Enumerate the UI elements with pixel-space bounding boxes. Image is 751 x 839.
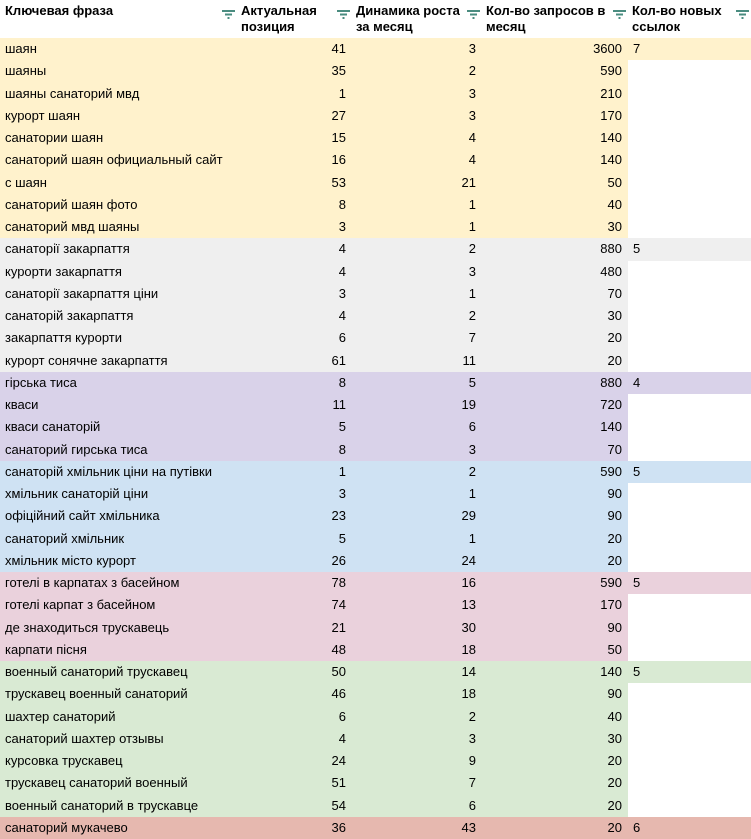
dynamics-cell[interactable]: 6 — [468, 797, 476, 813]
requests-cell[interactable]: 90 — [607, 508, 622, 524]
new-links-cell[interactable]: 6 — [628, 817, 751, 839]
position-cell[interactable]: 5 — [338, 530, 346, 546]
position-cell[interactable]: 27 — [331, 107, 346, 123]
phrase-cell[interactable]: санаторий шаян фото — [5, 196, 138, 212]
position-cell[interactable]: 4 — [338, 263, 346, 279]
phrase-cell[interactable]: кваси санаторій — [5, 419, 101, 435]
new-links-cell[interactable] — [628, 528, 751, 550]
table-row — [0, 350, 751, 372]
dynamics-cell[interactable]: 9 — [468, 753, 476, 768]
dynamics-cell[interactable]: 19 — [461, 397, 476, 412]
requests-cell[interactable]: 210 — [600, 85, 622, 101]
dynamics-cell[interactable]: 3 — [468, 263, 476, 279]
dynamics-cell[interactable]: 11 — [462, 352, 476, 368]
requests-cell[interactable]: 50 — [607, 174, 622, 190]
dynamics-cell[interactable]: 43 — [461, 819, 476, 835]
column-header-label: Кол-во новых ссылок — [632, 3, 722, 34]
dynamics-cell[interactable]: 5 — [468, 374, 476, 390]
table-row — [0, 283, 751, 305]
dynamics-cell[interactable]: 2 — [468, 708, 476, 724]
dynamics-cell[interactable]: 1 — [468, 196, 476, 212]
new-links-cell[interactable]: 7 — [628, 38, 751, 60]
position-cell[interactable]: 3 — [338, 486, 346, 501]
dynamics-cell[interactable]: 2 — [468, 241, 476, 257]
dynamics-cell[interactable]: 7 — [468, 775, 476, 791]
dynamics-cell[interactable]: 24 — [461, 552, 476, 568]
dynamics-cell[interactable]: 18 — [461, 641, 476, 657]
new-links-cell[interactable] — [628, 283, 751, 305]
requests-cell[interactable]: 170 — [600, 107, 622, 123]
dynamics-cell[interactable]: 4 — [468, 130, 476, 145]
table-row — [0, 194, 751, 216]
table-row — [0, 105, 751, 127]
filter-icon[interactable] — [222, 9, 235, 20]
phrase-cell[interactable]: трускавец санаторий военный — [5, 775, 188, 791]
table-body — [0, 38, 751, 839]
phrase-cell[interactable]: закарпаття курорти — [5, 330, 122, 346]
position-cell[interactable]: 48 — [331, 641, 346, 657]
new-links-cell[interactable] — [628, 350, 751, 372]
table-row — [0, 394, 751, 416]
phrase-cell[interactable]: санаторії закарпаття ціни — [5, 285, 159, 301]
requests-cell[interactable]: 90 — [607, 486, 622, 501]
requests-cell[interactable]: 30 — [607, 730, 622, 746]
new-links-cell[interactable] — [628, 305, 751, 327]
table-row — [0, 528, 751, 550]
requests-cell[interactable]: 20 — [607, 819, 622, 835]
table-row — [0, 683, 751, 705]
header-cell-keyword[interactable] — [0, 0, 237, 38]
dynamics-cell[interactable]: 16 — [461, 575, 476, 590]
table-row — [0, 817, 751, 839]
position-cell[interactable]: 21 — [331, 619, 346, 635]
phrase-cell[interactable]: офіційний сайт хмільника — [5, 508, 160, 524]
dynamics-cell[interactable]: 2 — [468, 463, 476, 479]
dynamics-cell[interactable]: 3 — [468, 85, 476, 101]
position-cell[interactable]: 3 — [338, 285, 346, 301]
table-row — [0, 483, 751, 505]
dynamics-cell[interactable]: 1 — [468, 486, 476, 501]
phrase-cell[interactable]: санаторий шахтер отзывы — [5, 730, 164, 746]
new-links-cell[interactable] — [628, 772, 751, 794]
table-row — [0, 327, 751, 349]
position-cell[interactable]: 41 — [331, 41, 346, 56]
position-cell[interactable]: 35 — [331, 63, 346, 79]
dynamics-cell[interactable]: 3 — [468, 41, 476, 56]
position-cell[interactable]: 11 — [332, 397, 346, 412]
new-links-cell[interactable] — [628, 706, 751, 728]
column-header-label: Ключевая фраза — [5, 3, 114, 18]
dynamics-cell[interactable]: 1 — [468, 530, 476, 546]
phrase-cell[interactable]: курорт сонячне закарпаття — [5, 352, 168, 368]
requests-cell[interactable]: 40 — [607, 196, 622, 212]
phrase-cell[interactable]: санатории шаян — [5, 130, 104, 145]
dynamics-cell[interactable]: 3 — [468, 107, 476, 123]
requests-cell[interactable]: 140 — [600, 130, 622, 145]
dynamics-cell[interactable]: 30 — [461, 619, 476, 635]
phrase-cell[interactable]: шахтер санаторий — [5, 708, 116, 724]
filter-icon[interactable] — [337, 9, 350, 20]
filter-icon[interactable] — [613, 9, 626, 20]
requests-cell[interactable]: 20 — [607, 552, 622, 568]
requests-cell[interactable]: 140 — [600, 419, 622, 435]
table-row — [0, 661, 751, 683]
requests-cell[interactable]: 140 — [600, 152, 622, 168]
new-links-cell[interactable] — [628, 261, 751, 283]
requests-cell[interactable]: 20 — [607, 530, 622, 546]
table-row — [0, 149, 751, 171]
position-cell[interactable]: 23 — [331, 508, 346, 524]
new-links-cell[interactable] — [628, 795, 751, 817]
phrase-cell[interactable]: готелі карпат з басейном — [5, 597, 156, 613]
column-header-label: Динамика роста за месяц — [356, 3, 460, 34]
position-cell[interactable]: 15 — [331, 130, 346, 145]
table-row — [0, 238, 751, 260]
dynamics-cell[interactable]: 18 — [461, 686, 476, 702]
table-row — [0, 172, 751, 194]
requests-cell[interactable]: 20 — [607, 330, 622, 346]
table-row — [0, 572, 751, 594]
new-links-cell[interactable] — [628, 683, 751, 705]
requests-cell[interactable]: 880 — [600, 374, 622, 390]
requests-cell[interactable]: 20 — [607, 753, 622, 768]
table-row — [0, 617, 751, 639]
requests-cell[interactable]: 720 — [600, 397, 622, 412]
position-cell[interactable]: 53 — [331, 174, 346, 190]
position-cell[interactable]: 4 — [338, 241, 346, 257]
new-links-cell[interactable] — [628, 327, 751, 349]
requests-cell[interactable]: 20 — [607, 775, 622, 791]
dynamics-cell[interactable]: 13 — [461, 597, 476, 613]
dynamics-cell[interactable]: 29 — [461, 508, 476, 524]
requests-cell[interactable]: 90 — [607, 686, 622, 702]
table-row — [0, 60, 751, 82]
header-cell-position[interactable] — [237, 0, 352, 38]
table-row — [0, 750, 751, 772]
table-row — [0, 261, 751, 283]
table-row — [0, 38, 751, 60]
requests-cell[interactable]: 70 — [607, 441, 622, 457]
dynamics-cell[interactable]: 3 — [468, 730, 476, 746]
phrase-cell[interactable]: карпати пісня — [5, 641, 87, 657]
new-links-cell[interactable]: 4 — [628, 372, 751, 394]
position-cell[interactable]: 54 — [331, 797, 346, 813]
new-links-cell[interactable] — [628, 483, 751, 505]
table-row — [0, 83, 751, 105]
position-cell[interactable]: 4 — [338, 308, 346, 323]
new-links-cell[interactable] — [628, 728, 751, 750]
phrase-cell[interactable]: готелі в карпатах з басейном — [5, 575, 180, 590]
position-cell[interactable]: 46 — [331, 686, 346, 702]
phrase-cell[interactable]: шаяны санаторий мвд — [5, 85, 140, 101]
table-row — [0, 728, 751, 750]
new-links-cell[interactable] — [628, 149, 751, 171]
requests-cell[interactable]: 30 — [607, 308, 622, 323]
phrase-cell[interactable]: шаяны — [5, 63, 47, 79]
position-cell[interactable]: 74 — [331, 597, 346, 613]
requests-cell[interactable]: 590 — [600, 575, 622, 590]
phrase-cell[interactable]: курорти закарпаття — [5, 263, 122, 279]
position-cell[interactable]: 4 — [338, 730, 346, 746]
position-cell[interactable]: 6 — [338, 330, 346, 346]
phrase-cell[interactable]: хмільник санаторій ціни — [5, 486, 149, 501]
position-cell[interactable]: 51 — [331, 775, 346, 791]
dynamics-cell[interactable]: 1 — [468, 219, 476, 234]
new-links-cell[interactable] — [628, 550, 751, 572]
table-row — [0, 439, 751, 461]
phrase-cell[interactable]: хмільник місто курорт — [5, 552, 136, 568]
requests-cell[interactable]: 90 — [607, 619, 622, 635]
position-cell[interactable]: 8 — [338, 196, 346, 212]
phrase-cell[interactable]: курсовка трускавец — [5, 753, 123, 768]
header-cell-dynamics[interactable] — [352, 0, 482, 38]
table-row — [0, 461, 751, 483]
phrase-cell[interactable]: курорт шаян — [5, 107, 81, 123]
phrase-cell[interactable]: санаторій закарпаття — [5, 308, 134, 323]
new-links-cell[interactable]: 5 — [628, 572, 751, 594]
new-links-cell[interactable] — [628, 216, 751, 238]
requests-cell[interactable]: 480 — [600, 263, 622, 279]
column-header-label: Актуальная позиция — [241, 3, 317, 34]
table-row — [0, 706, 751, 728]
table-row — [0, 795, 751, 817]
new-links-cell[interactable] — [628, 83, 751, 105]
new-links-cell[interactable] — [628, 594, 751, 616]
phrase-cell[interactable]: санаторий шаян официальный сайт — [5, 152, 223, 168]
table-row — [0, 127, 751, 149]
table-row — [0, 594, 751, 616]
requests-cell[interactable]: 70 — [607, 285, 622, 301]
new-links-cell[interactable] — [628, 505, 751, 527]
phrase-cell[interactable]: санаторий хмільник — [5, 530, 125, 546]
phrase-cell[interactable]: де знаходиться трускавець — [5, 619, 170, 635]
filter-icon[interactable] — [467, 9, 480, 20]
new-links-cell[interactable] — [628, 416, 751, 438]
dynamics-cell[interactable]: 3 — [468, 441, 476, 457]
position-cell[interactable]: 78 — [331, 575, 346, 590]
table-row — [0, 216, 751, 238]
requests-cell[interactable]: 140 — [600, 664, 622, 679]
table-row — [0, 772, 751, 794]
phrase-cell[interactable]: санаторий мвд шаяны — [5, 219, 140, 234]
requests-cell[interactable]: 170 — [600, 597, 622, 613]
new-links-cell[interactable] — [628, 439, 751, 461]
new-links-cell[interactable] — [628, 394, 751, 416]
new-links-cell[interactable] — [628, 639, 751, 661]
position-cell[interactable]: 1 — [338, 85, 346, 101]
phrase-cell[interactable]: санаторій хмільник ціни на путівки — [5, 463, 212, 479]
requests-cell[interactable]: 50 — [607, 641, 622, 657]
table-row — [0, 639, 751, 661]
new-links-cell[interactable]: 5 — [628, 461, 751, 483]
position-cell[interactable]: 36 — [331, 819, 346, 835]
dynamics-cell[interactable]: 6 — [468, 419, 476, 435]
phrase-cell[interactable]: с шаян — [5, 174, 47, 190]
new-links-cell[interactable]: 5 — [628, 661, 751, 683]
dynamics-cell[interactable]: 4 — [468, 152, 476, 168]
phrase-cell[interactable]: санаторий гирська тиса — [5, 441, 148, 457]
column-header-label: Кол-во запросов в месяц — [486, 3, 606, 34]
phrase-cell[interactable]: военный санаторий в трускавце — [5, 797, 199, 813]
dynamics-cell[interactable]: 14 — [461, 664, 476, 679]
position-cell[interactable]: 24 — [331, 753, 346, 768]
position-cell[interactable]: 5 — [338, 419, 346, 435]
new-links-cell[interactable] — [628, 105, 751, 127]
position-cell[interactable]: 6 — [338, 708, 346, 724]
position-cell[interactable]: 50 — [331, 664, 346, 679]
phrase-cell[interactable]: шаян — [5, 41, 37, 56]
table-row — [0, 416, 751, 438]
new-links-cell[interactable]: 5 — [628, 238, 751, 260]
requests-cell[interactable]: 20 — [607, 797, 622, 813]
new-links-cell[interactable] — [628, 127, 751, 149]
dynamics-cell[interactable]: 2 — [468, 308, 476, 323]
new-links-cell[interactable] — [628, 172, 751, 194]
phrase-cell[interactable]: гірська тиса — [5, 374, 77, 390]
position-cell[interactable]: 61 — [331, 352, 346, 368]
table-row — [0, 305, 751, 327]
requests-cell[interactable]: 20 — [607, 352, 622, 368]
requests-cell[interactable]: 3600 — [593, 41, 622, 56]
dynamics-cell[interactable]: 2 — [468, 63, 476, 79]
dynamics-cell[interactable]: 1 — [468, 285, 476, 301]
new-links-cell[interactable] — [628, 60, 751, 82]
phrase-cell[interactable]: кваси — [5, 397, 39, 412]
phrase-cell[interactable]: санаторії закарпаття — [5, 241, 130, 257]
position-cell[interactable]: 3 — [338, 219, 346, 234]
requests-cell[interactable]: 40 — [607, 708, 622, 724]
requests-cell[interactable]: 590 — [600, 63, 622, 79]
header-cell-new-links[interactable] — [628, 0, 751, 38]
phrase-cell[interactable]: санаторий мукачево — [5, 819, 128, 835]
requests-cell[interactable]: 590 — [600, 463, 622, 479]
table-row — [0, 505, 751, 527]
table-row — [0, 550, 751, 572]
position-cell[interactable]: 1 — [338, 463, 346, 479]
filter-icon[interactable] — [736, 9, 749, 20]
new-links-cell[interactable] — [628, 750, 751, 772]
new-links-cell[interactable] — [628, 617, 751, 639]
new-links-cell[interactable] — [628, 194, 751, 216]
dynamics-cell[interactable]: 21 — [461, 174, 476, 190]
position-cell[interactable]: 8 — [338, 374, 346, 390]
position-cell[interactable]: 8 — [338, 441, 346, 457]
header-cell-requests[interactable] — [482, 0, 628, 38]
table-header-row — [0, 0, 751, 38]
dynamics-cell[interactable]: 7 — [468, 330, 476, 346]
table-row — [0, 372, 751, 394]
requests-cell[interactable]: 30 — [607, 219, 622, 234]
requests-cell[interactable]: 880 — [600, 241, 622, 257]
phrase-cell[interactable]: военный санаторий трускавец — [5, 664, 188, 679]
phrase-cell[interactable]: трускавец военный санаторий — [5, 686, 188, 702]
position-cell[interactable]: 26 — [331, 552, 346, 568]
position-cell[interactable]: 16 — [331, 152, 346, 168]
